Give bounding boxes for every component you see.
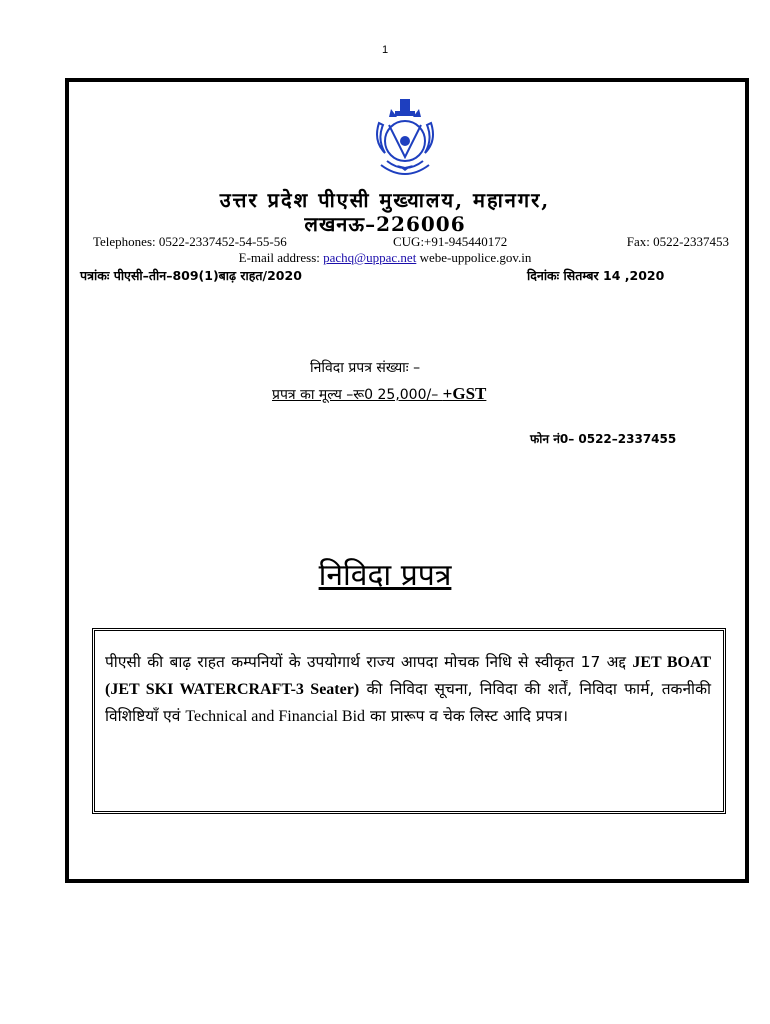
contact-row: [93, 234, 729, 250]
description-box: [92, 628, 726, 814]
letter-number: पत्रांकः पीएसी–तीन–809(1)बाढ़ राहत/2020: [80, 268, 302, 283]
tender-price-amount: प्रपत्र का मूल्य –रू0 25,000/–: [272, 387, 443, 403]
document-title: [0, 553, 770, 594]
tender-price: [272, 384, 486, 404]
desc-part1: पीएसी की बाढ़ राहत कम्पनियों के उपयोगार्थ राज्य आपदा मोचक निधि से स्वीकृत 17 अद्द: [105, 653, 633, 671]
reference-row: [80, 267, 700, 287]
telephones: Telephones: 0522-2337452-54-55-56: [93, 234, 287, 249]
office-title-line1: उत्तर प्रदेश पीएसी मुख्यालय, महानगर,: [219, 188, 551, 212]
description-text: [105, 649, 711, 730]
email-link[interactable]: pachq@uppac.net: [323, 250, 417, 265]
website: webe-uppolice.gov.in: [419, 250, 532, 265]
email-label: E-mail address:: [238, 250, 320, 265]
desc-part2: JET BOAT (JET SKI WATERCRAFT-3 Seater): [105, 654, 711, 698]
cug-number: CUG:+91-945440172: [393, 234, 508, 249]
document-title-text: निविदा प्रपत्र: [318, 558, 452, 593]
office-title-line2: लखनऊ–226006: [304, 212, 466, 236]
letter-date: दिनांकः सितम्बर 14 ,2020: [527, 268, 665, 283]
desc-part4: Technical and Financial Bid: [185, 708, 366, 725]
phone-number: फोन नं0– 0522–2337455: [530, 432, 677, 446]
email-row: [0, 250, 770, 266]
desc-part3: की निविदा सूचना, निविदा की शर्तें, निविदा फार्म, तकनीकी विशिष्टियॉं एवं: [105, 680, 711, 725]
tender-number: निविदा प्रपत्र संख्याः –: [310, 360, 421, 376]
tender-price-gst: +GST: [442, 384, 487, 403]
desc-part5: का प्रारूप व चेक लिस्ट आदि प्रपत्र।: [365, 707, 568, 725]
page-number: 1: [381, 44, 389, 56]
state-emblem-icon: [367, 95, 443, 181]
fax-number: Fax: 0522-2337453: [626, 234, 729, 249]
